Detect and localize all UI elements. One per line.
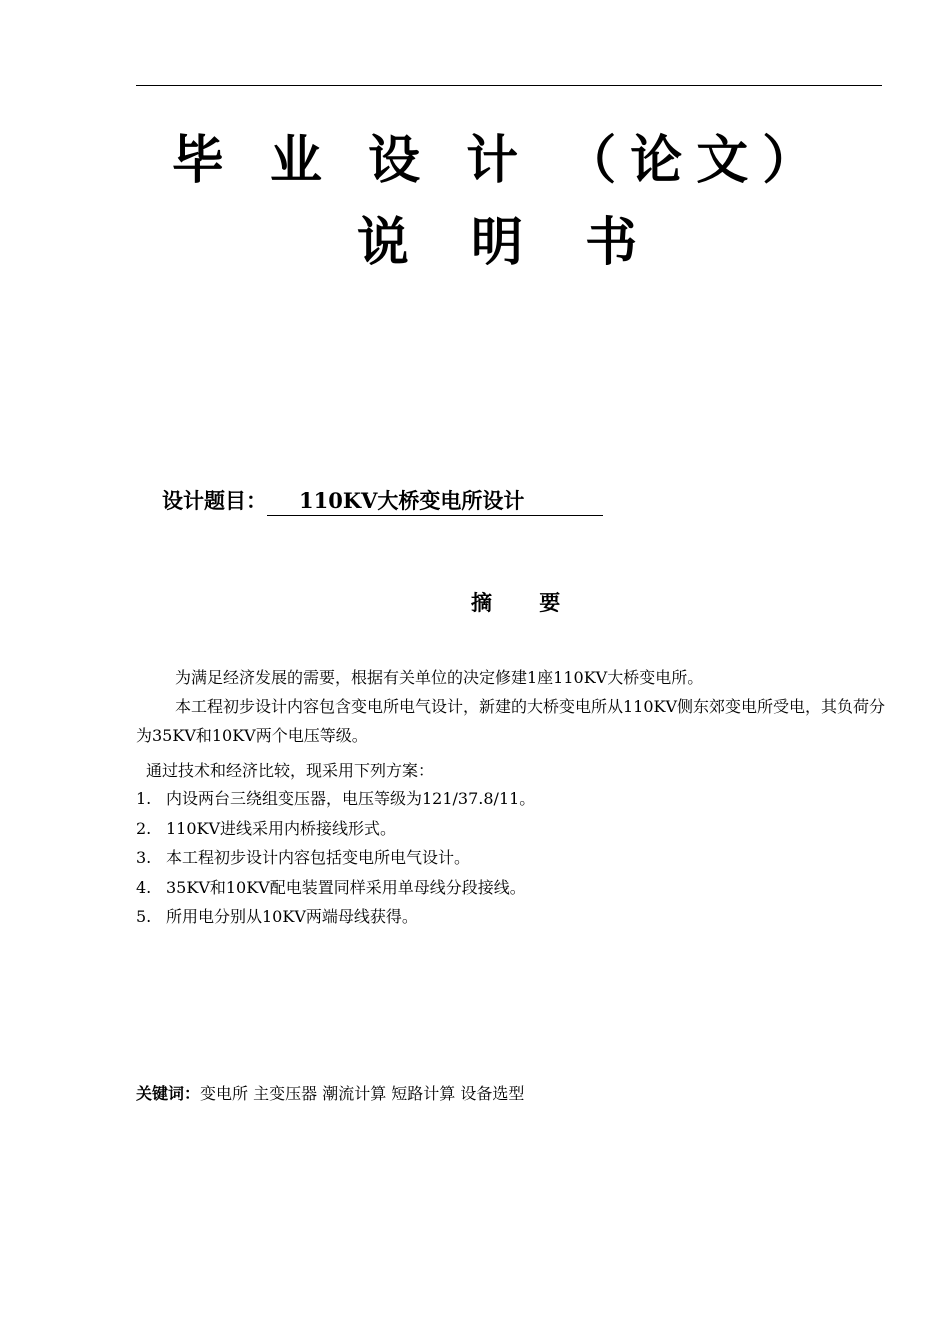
scheme-list [136,784,535,932]
list-item-number: 5. [136,907,152,926]
list-item-text: 110KV进线采用内桥接线形式。 [166,818,397,838]
keywords-value: 变电所 主变压器 潮流计算 短路计算 设备选型 [200,1084,525,1103]
subject-value: 110KV大桥变电所设计 [267,486,603,516]
list-item-number: 2. [136,818,152,838]
list-item [136,814,535,844]
list-item [136,873,535,903]
abstract-paragraph-3: 通过技术和经济比较，现采用下列方案： [146,761,435,780]
abstract-paragraph-2: 本工程初步设计内容包含变电所电气设计，新建的大桥变电所从110KV侧东郊变电所受电，其负荷分为35KV和10KV两个电压等级。 [136,697,886,745]
list-item-number: 1. [136,789,152,808]
abstract-paragraph-1: 为满足经济发展的需要，根据有关单位的决定修建1座110KV大桥变电所。 [175,668,704,687]
list-item-number: 4. [136,877,152,897]
list-item-text: 本工程初步设计内容包括变电所电气设计。 [166,848,471,867]
list-item [136,784,535,814]
subject-label: 设计题目： [162,489,267,513]
keywords-line [136,1080,524,1108]
abstract-heading: 摘 要 [471,591,581,615]
header-rule [136,85,882,86]
list-item [136,902,535,932]
keywords-label: 关键词： [136,1084,201,1103]
list-item-number: 3. [136,848,152,867]
document-title: 毕 业 设 计 （论文） [171,131,829,191]
document-subtitle: 说 明 书 [356,213,660,273]
subject-row [162,482,603,516]
list-item-text: 所用电分别从10KV两端母线获得。 [166,907,418,926]
list-item [136,843,535,873]
list-item-text: 35KV和10KV配电装置同样采用单母线分段接线。 [166,877,526,897]
list-item-text: 内设两台三绕组变压器，电压等级为121/37.8/11。 [166,789,536,808]
